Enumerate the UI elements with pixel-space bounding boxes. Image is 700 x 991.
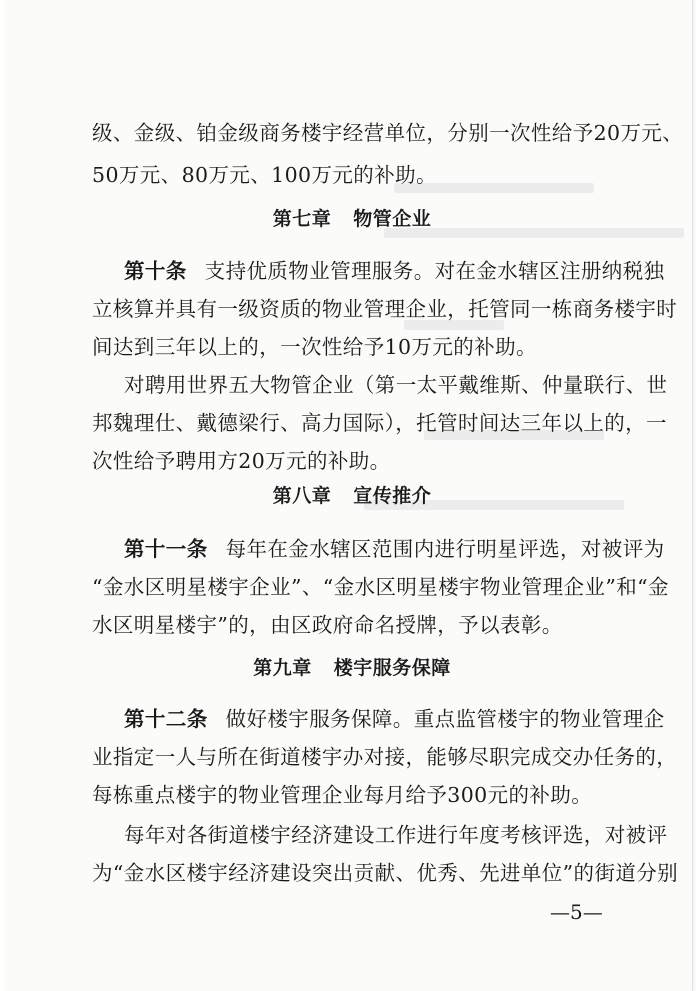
body-text-line: 业指定一人与所在街道楼宇办对接，能够尽职完成交办任务的， xyxy=(92,745,678,769)
article-text: 每年在金水辖区范围内进行明星评选，对被评为 xyxy=(225,537,665,561)
chapter-number: 第八章 xyxy=(272,485,332,507)
chapter-title: 物管企业 xyxy=(353,208,432,230)
body-text-line: 级、金级、铂金级商务楼宇经营单位，分别一次性给予20万元、 xyxy=(92,121,684,145)
article-label: 第十二条 xyxy=(124,707,208,731)
body-text-line: 每栋重点楼宇的物业管理企业每月给予300元的补助。 xyxy=(92,783,593,807)
body-text-line: 水区明星楼宇”的，由区政府命名授牌，予以表彰。 xyxy=(92,613,563,637)
body-text-line: 次性给予聘用方20万元的补助。 xyxy=(92,449,391,473)
article-label: 第十条 xyxy=(124,259,187,283)
body-text-line: 为“金水区楼宇经济建设突出贡献、优秀、先进单位”的街道分别 xyxy=(92,861,679,885)
chapter-title: 楼宇服务保障 xyxy=(333,657,451,679)
page-number: —5— xyxy=(550,900,603,924)
article-text: 支持优质物业管理服务。对在金水辖区注册纳税独 xyxy=(204,259,665,283)
body-text-line: 邦魏理仕、戴德梁行、高力国际），托管时间达三年以上的，一 xyxy=(92,411,667,435)
article-paragraph-start xyxy=(124,534,665,564)
article-paragraph-start xyxy=(124,704,665,734)
paragraph-start: 对聘用世界五大物管企业（第一太平戴维斯、仲量联行、世 xyxy=(124,373,668,397)
body-text-line: 间达到三年以上的，一次性给予10万元的补助。 xyxy=(92,335,537,359)
chapter-number: 第九章 xyxy=(253,657,312,679)
body-text-line: 立核算并具有一级资质的物业管理企业，托管同一栋商务楼宇时 xyxy=(92,297,678,321)
chapter-heading xyxy=(4,482,700,510)
chapter-number: 第七章 xyxy=(272,208,332,230)
document-page xyxy=(4,0,693,991)
body-text-line: “金水区明星楼宇企业”、“金水区明星楼宇物业管理企业”和“金 xyxy=(92,575,669,599)
paragraph-start: 每年对各街道楼宇经济建设工作进行年度考核评选，对被评 xyxy=(124,823,668,847)
chapter-heading xyxy=(4,654,700,682)
article-paragraph-start xyxy=(124,256,665,286)
body-text-line: 50万元、80万元、100万元的补助。 xyxy=(92,163,437,187)
chapter-heading xyxy=(4,205,700,233)
article-label: 第十一条 xyxy=(124,537,208,561)
article-text: 做好楼宇服务保障。重点监管楼宇的物业管理企 xyxy=(225,707,665,731)
chapter-title: 宣传推介 xyxy=(353,485,432,507)
